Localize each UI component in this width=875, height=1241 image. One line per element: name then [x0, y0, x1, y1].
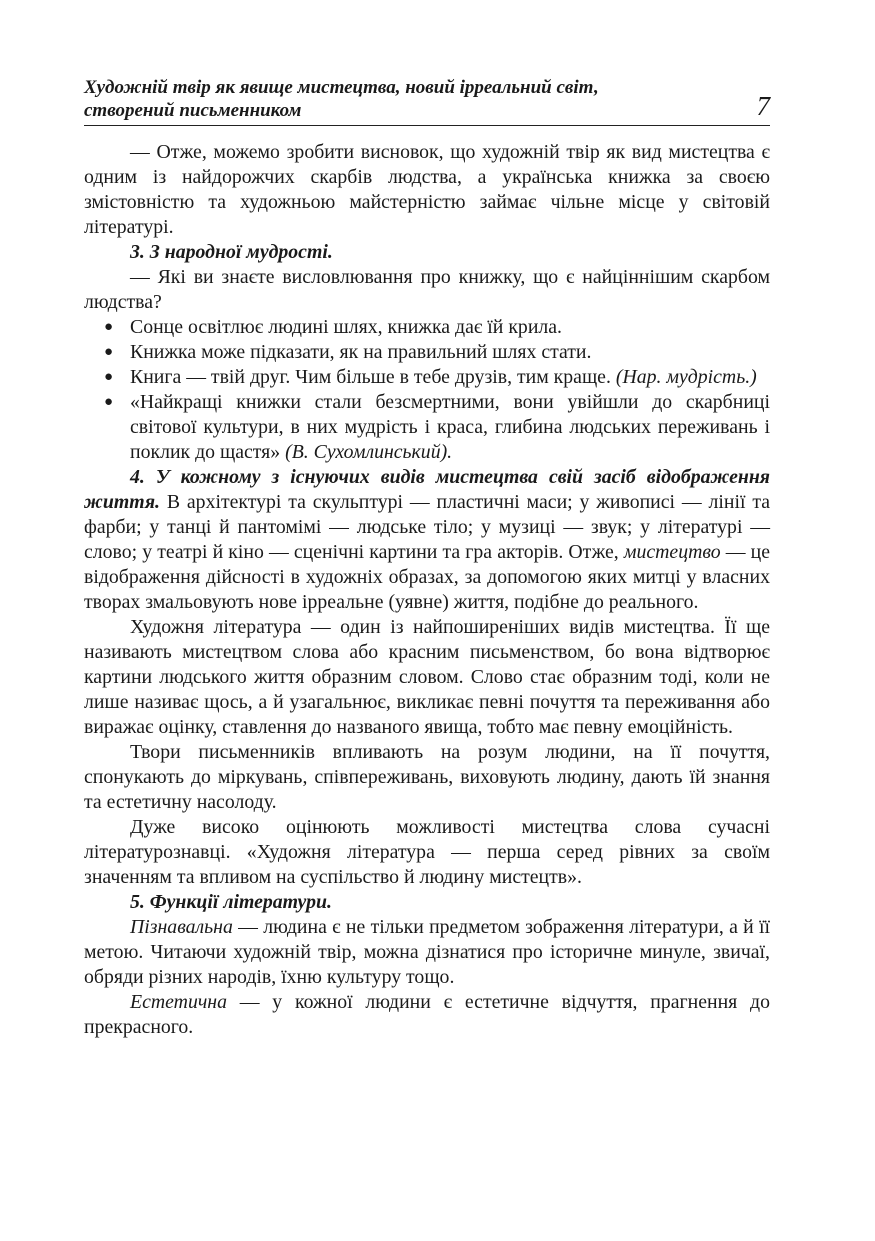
list-item [104, 390, 770, 465]
list-item [104, 315, 770, 340]
quote-author: (В. Сухомлинський). [285, 441, 453, 463]
paragraph-aesthetic [84, 990, 770, 1040]
quote-text: «Найкращі книжки стали безсмертними, вони увійшли до скарбниці світової культури, в них мудрість і краса, глибина людських переживань і поклик до щастя» [130, 391, 770, 463]
proverb-source: (Нар. мудрість.) [615, 366, 757, 388]
paragraph-text: — це відображення дійсності в художніх образах, за допомогою яких митці у власних творах змальовують нове ірреальне (уявне) життя, подібне до реального. [84, 541, 770, 613]
section-heading-4: 4. У кожному з існуючих видів мистецтва свій засіб відображення життя. [84, 466, 770, 513]
paragraph-literature: Художня література — один із найпоширеніших видів мистецтва. Її ще називають мистецтвом слова або красним письменством, бо вона відтворює картини людського життя образним словом. Слово стає образним тоді, коли не лише називає щось, а й узагальнює, викликає певні почуття та переживання або виражає оцінку, ставлення до названого явища, тобто має певну емоційність. [84, 616, 770, 738]
paragraph-cognitive [84, 915, 770, 990]
term-aesthetic: Естетична [130, 991, 227, 1013]
list-item [104, 340, 770, 365]
page-number: 7 [756, 91, 770, 121]
header-title-line1: Художній твір як явище мистецтва, новий ірреальний світ, [84, 77, 599, 98]
paragraph-art-means [84, 465, 770, 615]
paragraph-text: — людина є не тільки предметом зображення літератури, а й її метою. Читаючи художній твір, можна дізнатися про історичне минуле, звичаї, обряди різних народів, їхню культуру тощо. [84, 916, 770, 988]
section-heading-3: 3. З народної мудрості. [130, 241, 333, 263]
proverbs-list [84, 315, 770, 465]
paragraph-text: В архітектурі та скульптурі — пластичні маси; у живописі — лінії та фарби; у танці й пантомімі — людське тіло; у музиці — звук; у літературі — слово; у театрі й кіно — сценічні картини та гра акторів. Отже, [84, 491, 770, 563]
list-item [104, 365, 770, 390]
paragraph-conclusion: — Отже, можемо зробити висновок, що художній твір як вид мистецтва є одним із найдорожчих скарбів людства, а українська книжка за своєю змістовністю та художньою майстерністю займає чільне місце у світовій літературі. [84, 141, 770, 238]
paragraph-text: — у кожної людини є естетичне відчуття, прагнення до прекрасного. [84, 991, 770, 1038]
proverb-text: Книга — твій друг. Чим більше в тебе друзів, тим краще. [130, 366, 616, 388]
term-art: мистецтво [623, 541, 721, 563]
term-cognitive: Пізнавальна [130, 916, 233, 938]
paragraph-scholars: Дуже високо оцінюють можливості мистецтва слова сучасні літературознавці. «Художня література — перша серед рівних за своїм значенням та впливом на суспільство й людину мистецтв». [84, 816, 770, 888]
page-body [84, 140, 770, 1040]
header-title [84, 76, 599, 122]
proverb-text: Книжка може підказати, як на правильний шлях стати. [130, 341, 592, 363]
section-heading-5: 5. Функції літератури. [130, 891, 332, 913]
proverb-text: Сонце освітлює людині шлях, книжка дає їй крила. [130, 316, 562, 338]
paragraph-question: — Які ви знаєте висловлювання про книжку, що є найціннішим скарбом людства? [84, 266, 770, 313]
paragraph-influence: Твори письменників впливають на розум людини, на її почуття, спонукають до міркувань, співпереживань, виховують людину, дають їй знання та естетичну насолоду. [84, 741, 770, 813]
running-header [84, 76, 770, 126]
header-title-line2: створений письменником [84, 100, 302, 121]
